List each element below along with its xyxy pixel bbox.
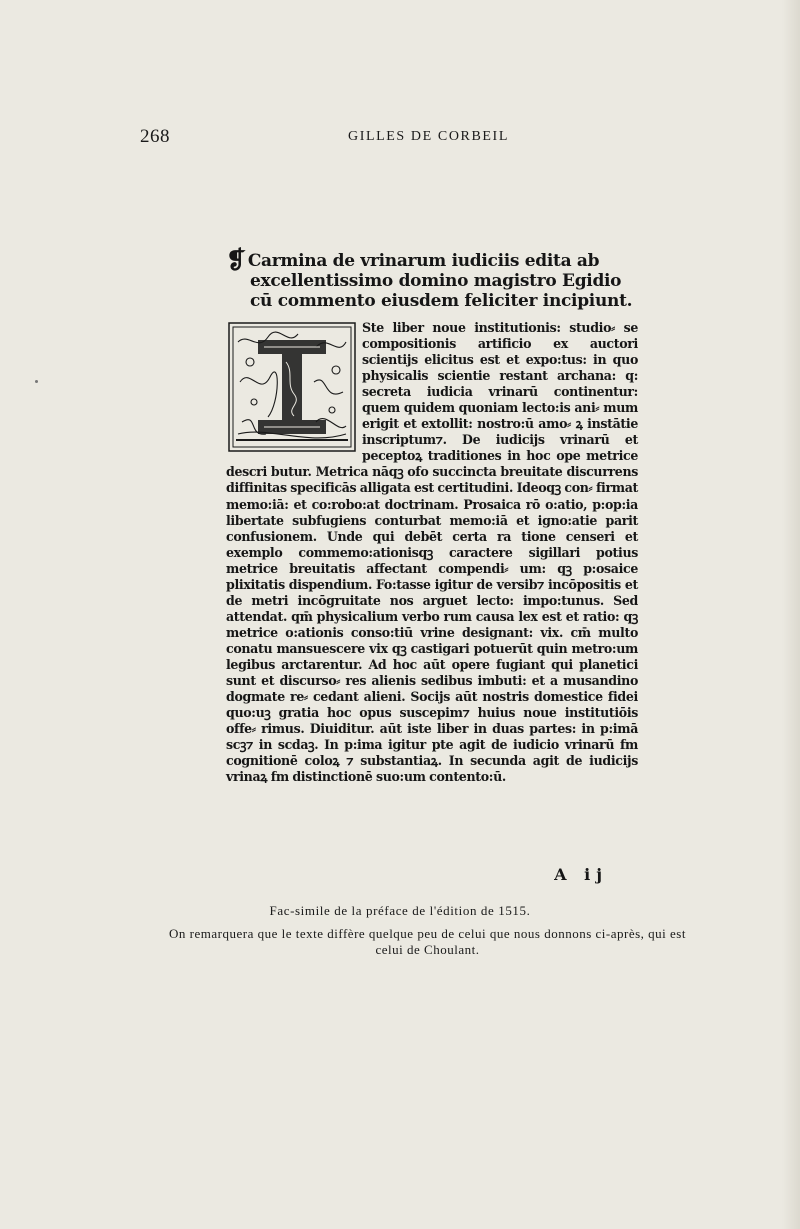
facsimile-title — [226, 245, 638, 311]
facsimile-title-text: Carmina de vrinarum iudiciis edita ab excellentissimo domino magistro Egidio cū commento eiusdem feliciter incipiunt. — [247, 251, 633, 311]
running-title: GILLES DE CORBEIL — [348, 129, 509, 144]
figure-caption: Fac-simile de la préface de l'édition de 1515. — [269, 903, 531, 918]
page-number: 268 — [140, 126, 170, 147]
decorated-initial — [228, 322, 356, 452]
facsimile-block — [226, 245, 638, 902]
paragraph-mark-icon: ❡ — [226, 245, 246, 274]
paper-speck — [35, 380, 38, 383]
page-edge-shadow — [782, 0, 800, 1229]
facsimile-body — [226, 320, 638, 785]
facsimile-body-text: Ste liber noue institutionis: studio⸗ se compositionis artificio ex auctori scientijs elicitus est et expo:tus: in quo physicalis scientie restant archana: q: secreta iudicia vrinarū continentur: quem quidem quoniam lecto:is ani⸗ mum erigit et extollit: nostro:ū amo⸗ ꝝ instātie inscriptum⁊. De iudicijs vrinarū et peceptoꝝ traditiones in hoc ope metrice descri butur. Metrica nāqꝫ ofo succincta breuitate discurrens diffinitas specificās alligata est certitudini. Ideoqꝫ con⸗ firmat memo:iā: et co:robo:at doctrinam. Prosaica rō o:atio, p:op:ia libertate subfugiens conturbat memo:iā et igno:atie parit confusionem. Unde qui debēt certa ra tione censeri et exemplo commemo:ationisqꝫ caractere sigillari potius metrice breuitatis affectant compendi⸗ um: qꝫ p:osaice plixitatis dispendium. Fo:tasse igitur de versib⁊ incōpositis et de metri incōgruitate nos arguet lecto: impo:tunus. Sed attendat. qm̄ physicalium verbo rum causa lex est et ratio: qꝫ metrice o:ationis conso:tiū vrine designant: vix. cm̄ multo conatu mansuescere vix qꝫ castigari potuerūt quin metro:um legibus arctarentur. Ad hoc aūt opere fugiant qui planetici sunt et discurso⸗ res alienis sedibus imbuti: et a musandino dogmate re⸗ cedant alieni. Socijs aūt nostris domestice fidei quo:uꝫ gratia hoc opus suscepim⁊ huius noue institutiōis offe⸗ rimus. Diuiditur. aūt iste liber in duas partes: in p:imā scꝫ⁊ in scdaꝫ. In p:ima igitur pte agit de iudicio vrinarū fm cognitionē coloꝝ ⁊ substantiaꝝ. In secunda agit de iudicijs vrinaꝝ fm distinctionē suo:um contento:ū. — [226, 320, 638, 785]
editorial-note: On remarquera que le texte diffère quelque peu de celui que nous donnons ci-après, qui est celui de Choulant. — [169, 926, 686, 957]
signature-mark: A ij — [554, 865, 608, 884]
decorated-initial-icon — [228, 322, 356, 452]
running-head — [140, 126, 700, 150]
